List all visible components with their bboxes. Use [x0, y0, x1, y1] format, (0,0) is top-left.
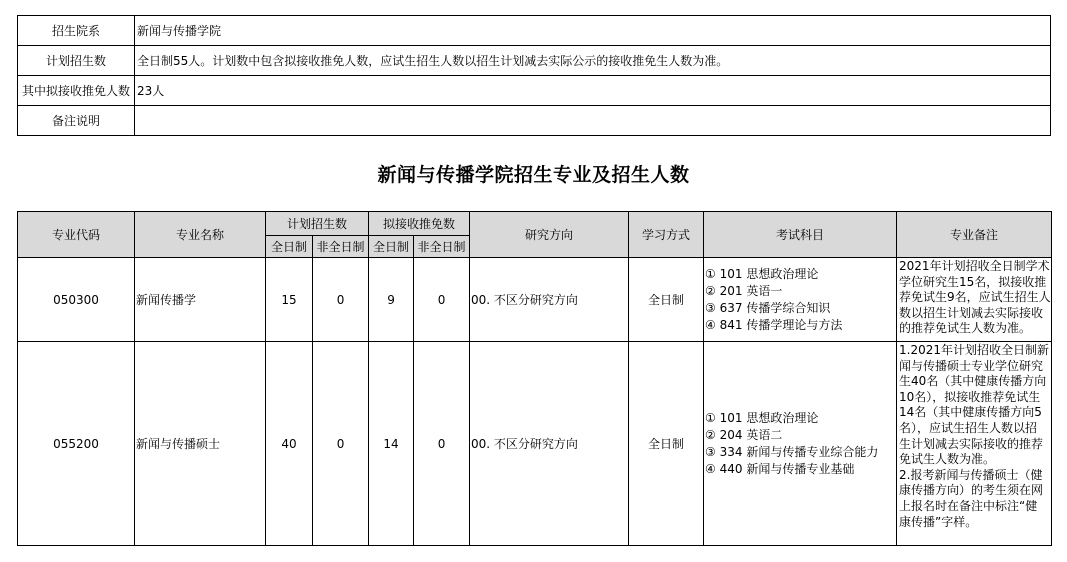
note-line: 14名（其中健康传播方向5	[899, 405, 1042, 420]
tuimian-part-time: 0	[414, 258, 470, 342]
exam-subject: ① 101 思想政治理论	[705, 410, 819, 425]
note-line: 10名），拟接收推荐免试生	[899, 389, 1041, 404]
major-code: 055200	[18, 342, 135, 546]
info-label: 备注说明	[18, 106, 135, 136]
info-value: 23人	[135, 76, 1051, 106]
tuimian-full-time: 9	[369, 258, 414, 342]
study-mode: 全日制	[629, 258, 704, 342]
info-label: 招生院系	[18, 16, 135, 46]
header-direction: 研究方向	[470, 212, 629, 258]
info-row-remarks	[18, 106, 1051, 136]
note-line: 1.2021年计划招收全日制新	[899, 343, 1050, 357]
header-code: 专业代码	[18, 212, 135, 258]
exam-subjects	[704, 342, 897, 546]
major-code: 050300	[18, 258, 135, 342]
header-subjects: 考试科目	[704, 212, 897, 258]
header-plan-part-time: 非全日制	[313, 236, 369, 258]
header-name: 专业名称	[135, 212, 266, 258]
note-line: 2021年计划招收全日制学术	[899, 259, 1050, 273]
header-row-top	[18, 212, 1052, 236]
info-row-department	[18, 16, 1051, 46]
note-line: 康传播方向）的考生须在网	[899, 483, 1044, 498]
note-line: 闻与传播硕士专业学位研究	[899, 358, 1044, 373]
note-line: 2.报考新闻与传播硕士（健	[899, 467, 1043, 482]
note-line: 的推荐免试生人数为准。	[899, 321, 1032, 336]
table-row	[18, 258, 1052, 342]
header-plan: 计划招生数	[266, 212, 369, 236]
exam-subject: ① 101 思想政治理论	[705, 266, 819, 281]
table-row	[18, 342, 1052, 546]
note-line: 生40名（其中健康传播方向	[899, 374, 1047, 389]
study-mode: 全日制	[629, 342, 704, 546]
info-value	[135, 106, 1051, 136]
note-line: 免试生人数为准。	[899, 452, 996, 467]
note-line: 学位研究生15名，拟接收推	[899, 274, 1047, 289]
info-value: 全日制55人。计划数中包含拟接收推免人数，应试生招生人数以招生计划减去实际公示的接收推免生人数为准。	[135, 46, 1051, 76]
note-line: 生计划减去实际接收的推荐	[899, 436, 1044, 451]
tuimian-part-time: 0	[414, 342, 470, 546]
header-study-mode: 学习方式	[629, 212, 704, 258]
info-row-plan	[18, 46, 1051, 76]
plan-full-time: 40	[266, 342, 313, 546]
tuimian-full-time: 14	[369, 342, 414, 546]
info-label: 计划招生数	[18, 46, 135, 76]
major-name: 新闻与传播硕士	[135, 342, 266, 546]
plan-part-time: 0	[313, 342, 369, 546]
major-notes	[897, 342, 1052, 546]
note-line: 康传播”字样。	[899, 514, 978, 529]
info-row-tuimian	[18, 76, 1051, 106]
header-notes: 专业备注	[897, 212, 1052, 258]
header-tuimian: 拟接收推免数	[369, 212, 470, 236]
header-tuimian-full-time: 全日制	[369, 236, 414, 258]
info-value: 新闻与传播学院	[135, 16, 1051, 46]
note-line: 名），应试生招生人数以招	[899, 420, 1038, 435]
exam-subject: ③ 637 传播学综合知识	[705, 300, 831, 315]
info-table	[17, 15, 1051, 136]
research-direction: 00. 不区分研究方向	[470, 258, 629, 342]
section-title: 新闻与传播学院招生专业及招生人数	[377, 164, 690, 186]
exam-subjects	[704, 258, 897, 342]
note-line: 数以招生计划减去实际接收	[899, 305, 1044, 320]
research-direction: 00. 不区分研究方向	[470, 342, 629, 546]
note-line: 荐免试生9名，应试生招生人	[899, 290, 1051, 305]
exam-subject: ④ 440 新闻与传播专业基础	[705, 461, 855, 476]
major-table	[17, 211, 1052, 546]
major-notes	[897, 258, 1052, 342]
plan-full-time: 15	[266, 258, 313, 342]
header-plan-full-time: 全日制	[266, 236, 313, 258]
header-tuimian-part-time: 非全日制	[414, 236, 470, 258]
info-label: 其中拟接收推免人数	[18, 76, 135, 106]
note-line: 上报名时在备注中标注“健	[899, 498, 1038, 513]
major-name: 新闻传播学	[135, 258, 266, 342]
exam-subject: ③ 334 新闻与传播专业综合能力	[705, 444, 879, 459]
exam-subject: ② 204 英语二	[705, 427, 783, 442]
plan-part-time: 0	[313, 258, 369, 342]
exam-subject: ④ 841 传播学理论与方法	[705, 317, 843, 332]
exam-subject: ② 201 英语一	[705, 283, 783, 298]
